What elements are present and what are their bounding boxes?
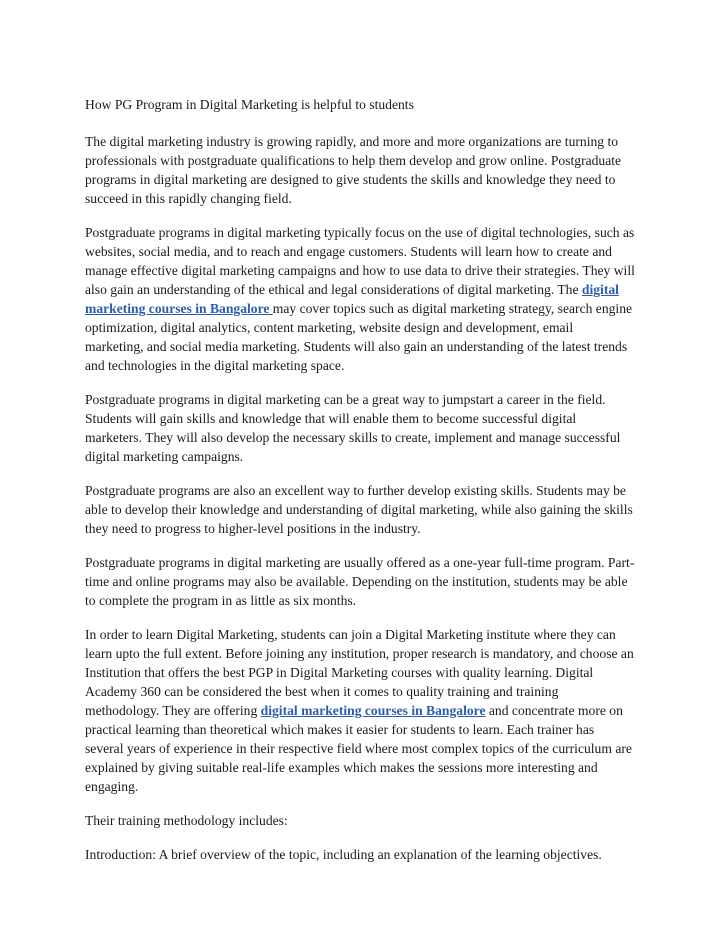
paragraph-text: may cover topics such as digital marketing strategy, search engine optimization, digital analytics, content marketing, website design and development, email marketing, and social media marketing. Students will also gain an understanding of the latest trends and technologies in the digital marketing space. — [85, 301, 633, 373]
paragraph-institute — [85, 625, 635, 796]
document-title: How PG Program in Digital Marketing is helpful to students — [85, 97, 414, 112]
paragraph-methodology: Their training methodology includes: — [85, 813, 288, 828]
paragraph-text: Postgraduate programs in digital marketing typically focus on the use of digital technologies, such as websites, social media, and to reach and engage customers. Students will learn how to create and manage effective digital marketing campaigns and how to use data to drive their strategies. They will also gain an understanding of the ethical and legal considerations of digital marketing. The — [85, 225, 635, 297]
courses-link[interactable]: digital marketing courses in Bangalore — [260, 703, 486, 718]
paragraph-intro: The digital marketing industry is growing rapidly, and more and more organizations are turning to professionals with postgraduate qualifications to help them develop and grow online. Postgraduate programs in digital marketing are designed to give students the skills and knowledge they need to succeed in this rapidly changing field. — [85, 134, 622, 206]
paragraph-program-focus — [85, 223, 635, 375]
paragraph-skills: Postgraduate programs are also an excellent way to further develop existing skills. Students may be able to develop their knowledge and understanding of digital marketing, while also gaining the skills they need to progress to higher-level positions in the industry. — [85, 483, 633, 536]
paragraph-introduction-step: Introduction: A brief overview of the topic, including an explanation of the learning objectives. — [85, 847, 602, 862]
paragraph-career: Postgraduate programs in digital marketing can be a great way to jumpstart a career in the field. Students will gain skills and knowledge that will enable them to become successful digital marketers. They will also develop the necessary skills to create, implement and manage successful digital marketing campaigns. — [85, 392, 621, 464]
document-body — [85, 95, 635, 879]
paragraph-text: and concentrate more on practical learning than theoretical which makes it easier for students to learn. Each trainer has several years of experience in their respective field where most complex topics of the curriculum are explained by giving suitable real-life examples which makes the sessions more interesting and engaging. — [85, 703, 632, 794]
paragraph-text: In order to learn Digital Marketing, students can join a Digital Marketing institute where they can learn upto the full extent. Before joining any institution, proper research is mandatory, and choose an Institution that offers the best PGP in Digital Marketing courses with quality learning. Digital Academy 360 can be considered the best when it comes to quality training and training methodology. They are offering — [85, 627, 634, 718]
paragraph-duration: Postgraduate programs in digital marketing are usually offered as a one-year full-time program. Part-time and online programs may also be available. Depending on the institution, students may be able to complete the program in as little as six months. — [85, 555, 635, 608]
courses-link[interactable]: digital marketing courses in Bangalore — [85, 282, 619, 316]
